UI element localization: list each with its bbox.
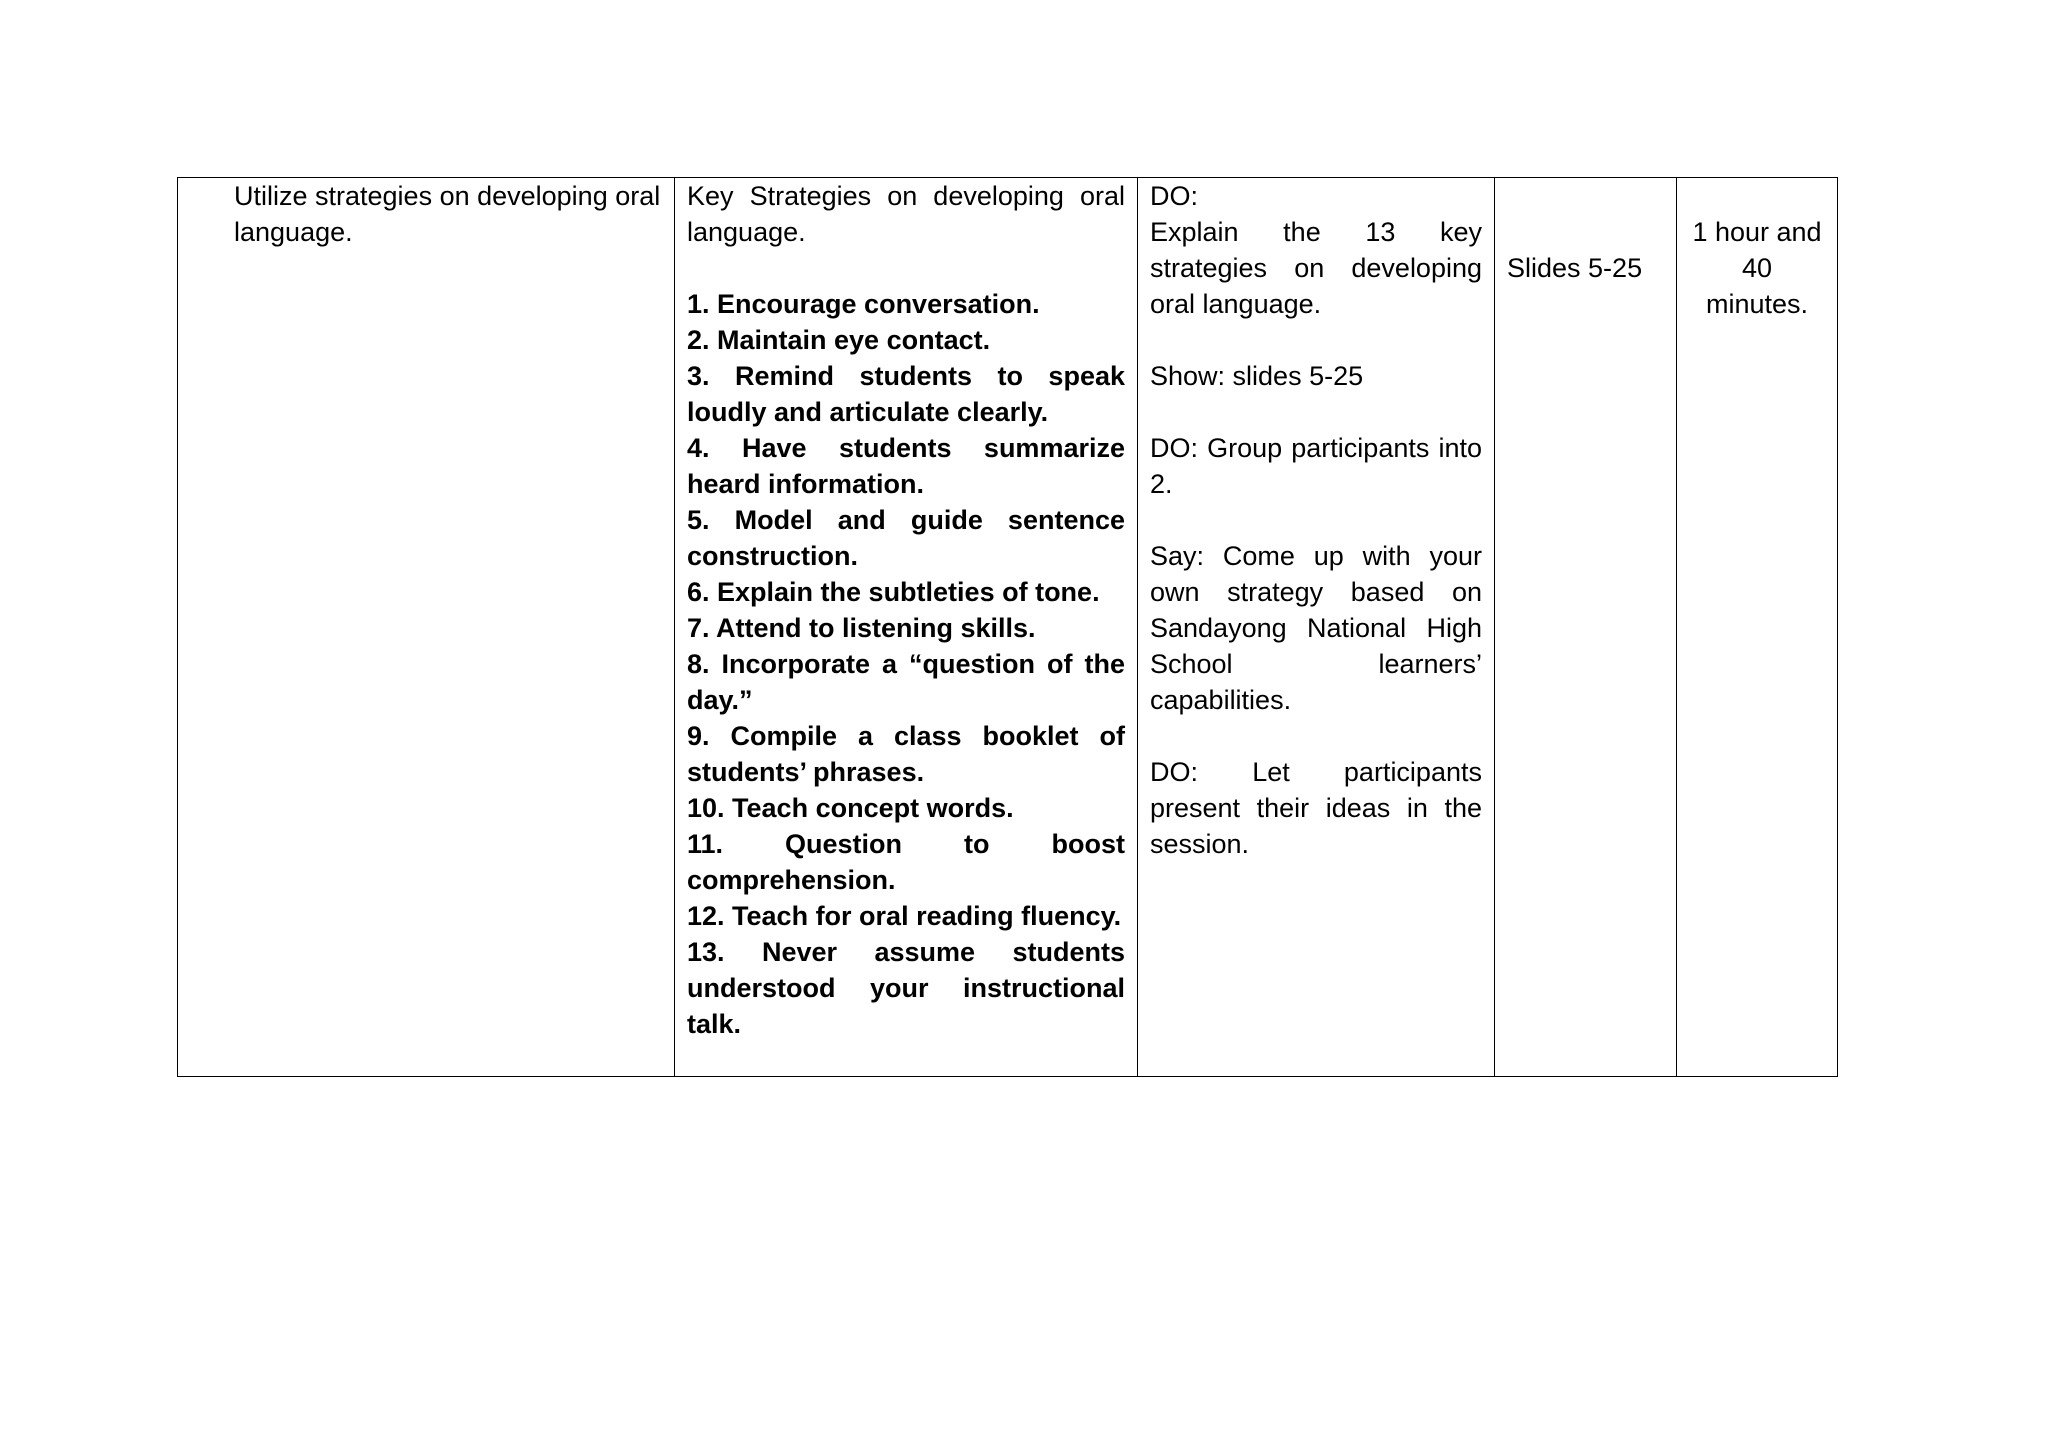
strategy-item: 8. Incorporate a “question of the day.”	[687, 649, 1125, 715]
activity-present: DO: Let participants present their ideas in the session.	[1150, 757, 1482, 859]
strategy-item: 4. Have students summarize heard information.	[687, 433, 1125, 499]
strategy-item: 2. Maintain eye contact.	[687, 325, 991, 355]
activity-do-label: DO:	[1150, 181, 1199, 211]
content-intro: Key Strategies on developing oral language.	[687, 181, 1125, 247]
strategy-item: 11. Question to boost comprehension.	[687, 829, 1125, 895]
strategy-item: 9. Compile a class booklet of students’ phrases.	[687, 721, 1125, 787]
strategy-item: 10. Teach concept words.	[687, 793, 1014, 823]
objective-text: Utilize strategies on developing oral language.	[234, 181, 661, 247]
strategy-item: 5. Model and guide sentence construction.	[687, 505, 1125, 571]
materials-text: Slides 5-25	[1507, 253, 1643, 283]
table-row	[178, 178, 1838, 1077]
activity-say: Say: Come up with your own strategy based on Sandayong National High School learners’ capabilities.	[1150, 541, 1482, 715]
activity-group: DO: Group participants into 2.	[1150, 433, 1482, 499]
objective-cell	[178, 178, 675, 1077]
activities-cell	[1138, 178, 1495, 1077]
materials-cell	[1495, 178, 1677, 1077]
strategy-item: 1. Encourage conversation.	[687, 289, 1040, 319]
strategy-item: 6. Explain the subtleties of tone.	[687, 577, 1100, 607]
strategy-item: 3. Remind students to speak loudly and articulate clearly.	[687, 361, 1125, 427]
strategy-item: 13. Never assume students understood your instructional talk.	[687, 937, 1125, 1039]
activity-show: Show: slides 5-25	[1150, 361, 1364, 391]
content-cell	[675, 178, 1138, 1077]
activity-explain: Explain the 13 key strategies on developing oral language.	[1150, 217, 1482, 319]
session-plan-table	[177, 177, 1838, 1077]
strategy-item: 12. Teach for oral reading fluency.	[687, 901, 1122, 931]
time-cell	[1677, 178, 1838, 1077]
strategy-item: 7. Attend to listening skills.	[687, 613, 1036, 643]
time-text: 1 hour and 40 minutes.	[1692, 217, 1822, 319]
